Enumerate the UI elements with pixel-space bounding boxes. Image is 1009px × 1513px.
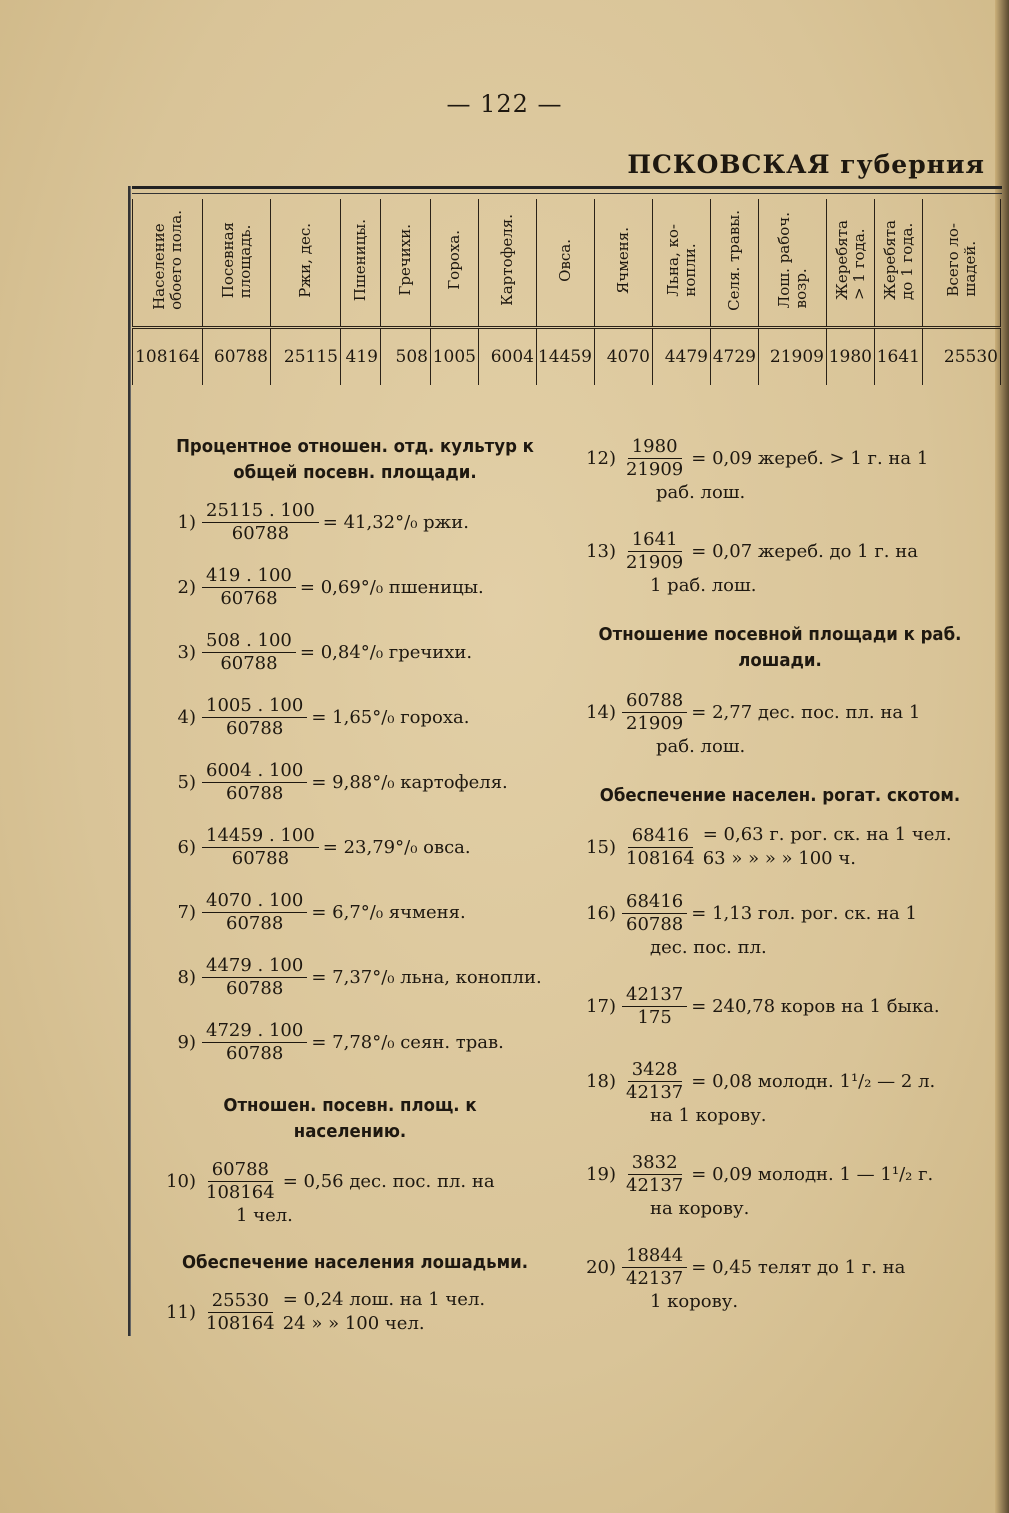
formula-18-continuation: на 1 корову. [650,1105,767,1126]
table-header: Гороха. [431,199,479,327]
table-cell: 419 [341,327,381,385]
formula-4: 4) $\frac{1005 . 100}{60788}$ = 1,65°/₀ гороха. [177,695,470,739]
table-header-row [133,199,1001,327]
table-header: Население обоего пола. [133,199,203,327]
table-cell: 1641 [875,327,923,385]
formula-20: 20) $\frac{18844}{42137}$ = 0,45 телят до 1 г. на [586,1245,906,1289]
table-cell: 25530 [923,327,1001,385]
formula-17: 17) $\frac{42137}{175}$ = 240,78 коров на 1 быка. [586,984,940,1028]
formula-20-continuation: 1 корову. [650,1291,739,1312]
gubernia-title: ПСКОВСКАЯ губерния [627,150,985,179]
formula-16-continuation: дес. пос. пл. [650,937,767,958]
formula-9: 9) $\frac{4729 . 100}{60788}$ = 7,78°/₀ сеян. трав. [177,1020,504,1064]
table-header: Всего ло- шадей. [923,199,1001,327]
table-header: Гречихи. [381,199,431,327]
table-header: Жеребята до 1 года. [875,199,923,327]
table-header: Картофеля. [479,199,537,327]
table-header: Жеребята > 1 года. [827,199,875,327]
right-column [580,436,970,1314]
table-header: Селя. травы. [711,199,759,327]
formula-16: 16) $\frac{68416}{60788}$ = 1,13 гол. рог. ск. на 1 [586,891,917,935]
section-heading: Обеспечение населен. рогат. скотом. [599,785,961,806]
table-header: Ячменя. [595,199,653,327]
formula-1: 1) $\frac{25115 . 100}{60788}$ = 41,32°/₀ ржи. [177,500,469,544]
formula-12-continuation: раб. лош. [656,482,746,503]
formula-10: 10) $\frac{60788}{108164}$ = 0,56 дес. пос. пл. на [166,1159,495,1203]
table-cell: 60788 [203,327,271,385]
table-cell: 108164 [133,327,203,385]
stats-table [132,199,1001,385]
table-cell: 6004 [479,327,537,385]
formula-12: 12) $\frac{1980}{21909}$ = 0,09 жереб. > 1 г. на 1 [586,436,929,480]
formula-10-continuation: 1 чел. [236,1205,293,1226]
table-cell: 21909 [759,327,827,385]
table-cell: 25115 [271,327,341,385]
stats-table-wrap [132,186,1002,396]
table-cell: 4070 [595,327,653,385]
left-column [160,434,550,1336]
formula-14-continuation: раб. лош. [656,736,746,757]
table-cell: 1005 [431,327,479,385]
formula-8: 8) $\frac{4479 . 100}{60788}$ = 7,37°/₀ льна, конопли. [177,955,542,999]
formula-11: 11) $\frac{25530}{108164}$ = 0,24 лош. на 1 чел. 24 » » 100 чел. [166,1289,486,1334]
section-heading: Отношение посевной площади к раб. лошади. [598,624,962,671]
formula-5: 5) $\frac{6004 . 100}{60788}$ = 9,88°/₀ картофеля. [177,760,508,804]
table-cell: 1980 [827,327,875,385]
left-rule [128,186,131,1336]
table-header: Овса. [537,199,595,327]
formula-18: 18) $\frac{3428}{42137}$ = 0,08 молодн. 1¹/₂ — 2 л. [586,1059,936,1103]
table-cell: 508 [381,327,431,385]
page-number: — 122 — [446,90,563,118]
table-cell: 4479 [653,327,711,385]
table-header: Пшеницы. [341,199,381,327]
table-header: Ржи, дес. [271,199,341,327]
table-cell: 14459 [537,327,595,385]
table-header: Лош. рабоч. возр. [759,199,827,327]
table-row [133,327,1001,385]
formula-6: 6) $\frac{14459 . 100}{60788}$ = 23,79°/₀ овса. [177,825,471,869]
table-header: Посевная площадь. [203,199,271,327]
section-heading: Обеспечение населения лошадьми. [181,1252,529,1273]
formula-15: 15) $\frac{68416}{108164}$ = 0,63 г. рог. ск. на 1 чел. 63 » » » » 100 ч. [586,824,952,869]
table-cell: 4729 [711,327,759,385]
formula-19-continuation: на корову. [650,1198,750,1219]
formula-19: 19) $\frac{3832}{42137}$ = 0,09 молодн. 1 — 1¹/₂ г. [586,1152,934,1196]
section-heading: Процентное отношен. отд. культур к общей посевн. площади. [176,436,534,483]
formula-14: 14) $\frac{60788}{21909}$ = 2,77 дес. пос. пл. на 1 [586,690,921,734]
section-heading: Отношен. посевн. площ. к населению. [223,1095,477,1142]
formula-13: 13) $\frac{1641}{21909}$ = 0,07 жереб. до 1 г. на [586,529,918,573]
formula-3: 3) $\frac{508 . 100}{60788}$ = 0,84°/₀ гречихи. [177,630,473,674]
formula-13-continuation: 1 раб. лош. [650,575,757,596]
table-header: Льна, ко- нопли. [653,199,711,327]
formula-2: 2) $\frac{419 . 100}{60768}$ = 0,69°/₀ пшеницы. [177,565,484,609]
formula-7: 7) $\frac{4070 . 100}{60788}$ = 6,7°/₀ ячменя. [177,890,466,934]
